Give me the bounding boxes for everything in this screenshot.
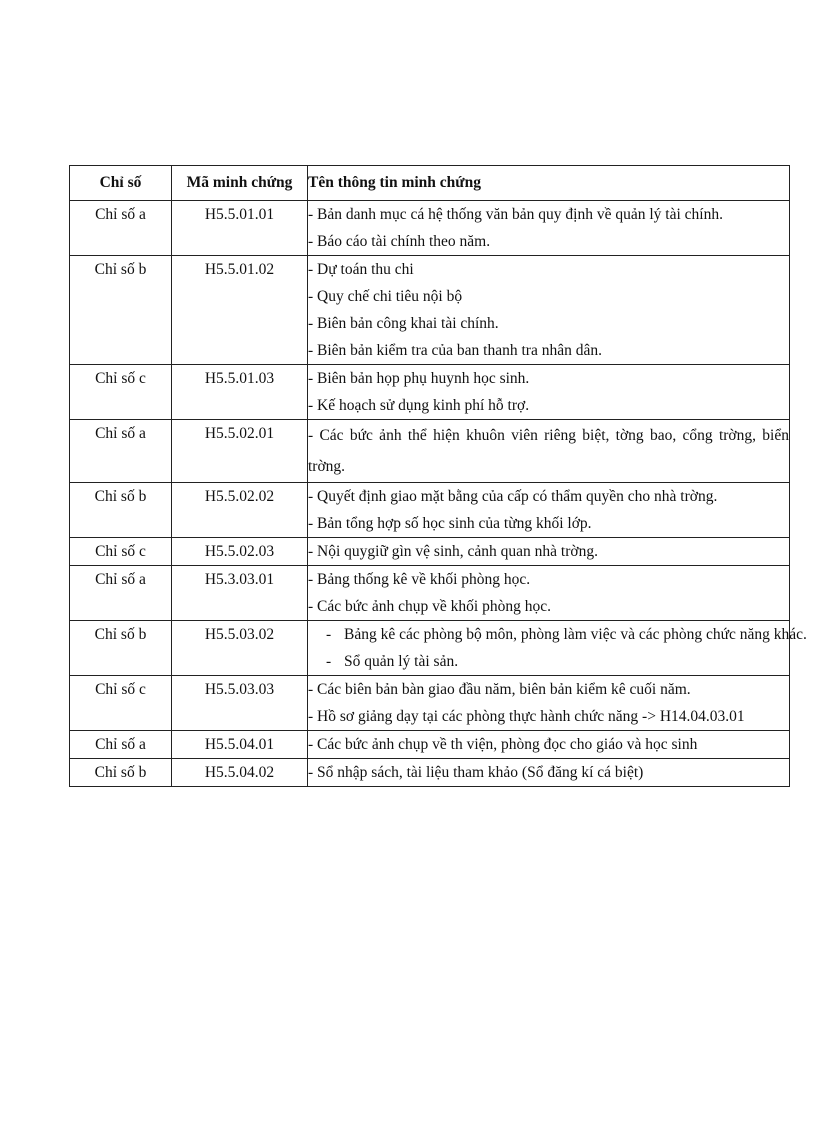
- row-items: [308, 566, 790, 621]
- table-row: [70, 201, 790, 256]
- row-items: [308, 365, 790, 420]
- row-code: H5.5.03.02: [172, 621, 308, 676]
- row-index: Chỉ số b: [70, 483, 172, 538]
- table-row: [70, 731, 790, 759]
- row-code: H5.5.02.01: [172, 420, 308, 483]
- evidence-table: [69, 165, 807, 787]
- row-items: [308, 201, 790, 256]
- row-items: [308, 676, 790, 731]
- table-header-row: [70, 166, 790, 201]
- row-index: Chỉ số c: [70, 538, 172, 566]
- row-index: Chỉ số b: [70, 256, 172, 365]
- row-index: Chỉ số c: [70, 676, 172, 731]
- row-code: H5.5.03.03: [172, 676, 308, 731]
- evidence-item: - Bản tổng hợp số học sinh của từng khối lớp.: [308, 515, 592, 532]
- row-items: [308, 621, 807, 676]
- evidence-item: - Các bức ảnh chụp về th viện, phòng đọc cho giáo và học sinh: [308, 736, 698, 753]
- row-items: [308, 759, 790, 787]
- evidence-item: - Quy chế chi tiêu nội bộ: [308, 288, 463, 305]
- dash-bullet-icon: -: [326, 653, 332, 670]
- table-row: [70, 566, 790, 621]
- evidence-item: - Dự toán thu chi: [308, 261, 414, 278]
- row-code: H5.5.04.02: [172, 759, 308, 787]
- evidence-item: - Bản danh mục cá hệ thống văn bản quy định về quản lý tài chính.: [308, 206, 723, 223]
- table-row: [70, 538, 790, 566]
- evidence-item: - Báo cáo tài chính theo năm.: [308, 233, 491, 250]
- header-index: Chỉ số: [70, 166, 172, 201]
- evidence-item: - Quyết định giao mặt bằng của cấp có thẩm quyền cho nhà trờng.: [308, 488, 718, 505]
- row-code: H5.5.02.02: [172, 483, 308, 538]
- table-row: [70, 420, 790, 483]
- row-items: [308, 731, 790, 759]
- table-row: [70, 365, 790, 420]
- row-index: Chỉ số b: [70, 621, 172, 676]
- bulleted-evidence-item: [308, 648, 789, 675]
- evidence-item: - Các biên bản bàn giao đầu năm, biên bản kiểm kê cuối năm.: [308, 681, 691, 698]
- row-code: H5.5.02.03: [172, 538, 308, 566]
- header-name: Tên thông tin minh chứng: [308, 166, 790, 201]
- evidence-item: Sổ quản lý tài sản.: [344, 653, 459, 670]
- row-code: H5.3.03.01: [172, 566, 308, 621]
- evidence-item: - Kế hoạch sử dụng kinh phí hỗ trợ.: [308, 397, 530, 414]
- header-code: Mã minh chứng: [172, 166, 308, 201]
- table-row: [70, 621, 790, 676]
- row-code: H5.5.01.01: [172, 201, 308, 256]
- row-code: H5.5.01.03: [172, 365, 308, 420]
- row-index: Chỉ số c: [70, 365, 172, 420]
- bulleted-evidence-item: [308, 621, 807, 648]
- evidence-item: - Biên bản công khai tài chính.: [308, 315, 499, 332]
- row-code: H5.5.01.02: [172, 256, 308, 365]
- evidence-item: - Sổ nhập sách, tài liệu tham khảo (Sổ đăng kí cá biệt): [308, 764, 644, 781]
- row-items: [308, 420, 790, 483]
- evidence-item: - Bảng thống kê về khối phòng học.: [308, 571, 531, 588]
- row-items: [308, 256, 790, 365]
- row-index: Chỉ số a: [70, 731, 172, 759]
- row-index: Chỉ số b: [70, 759, 172, 787]
- row-code: H5.5.04.01: [172, 731, 308, 759]
- evidence-item: - Các bức ảnh chụp về khối phòng học.: [308, 598, 551, 615]
- evidence-item: - Biên bản kiểm tra của ban thanh tra nhân dân.: [308, 342, 602, 359]
- row-index: Chỉ số a: [70, 420, 172, 483]
- row-index: Chỉ số a: [70, 201, 172, 256]
- evidence-item: Bảng kê các phòng bộ môn, phòng làm việc và các phòng chức năng khác.: [344, 626, 807, 643]
- table-row: [70, 759, 790, 787]
- evidence-item: - Biên bản họp phụ huynh học sinh.: [308, 370, 530, 387]
- evidence-item: - Các bức ảnh thể hiện khuôn viên riêng biệt, tờng bao, cổng trờng, biển trờng.: [308, 427, 789, 475]
- row-index: Chỉ số a: [70, 566, 172, 621]
- evidence-item: - Hồ sơ giảng dạy tại các phòng thực hành chức năng -> H14.04.03.01: [308, 708, 745, 725]
- table-row: [70, 676, 790, 731]
- dash-bullet-icon: -: [326, 626, 332, 643]
- evidence-item: - Nội quygiữ gìn vệ sinh, cảnh quan nhà trờng.: [308, 543, 598, 560]
- row-items: [308, 538, 790, 566]
- row-items: [308, 483, 790, 538]
- table-row: [70, 483, 790, 538]
- table-row: [70, 256, 790, 365]
